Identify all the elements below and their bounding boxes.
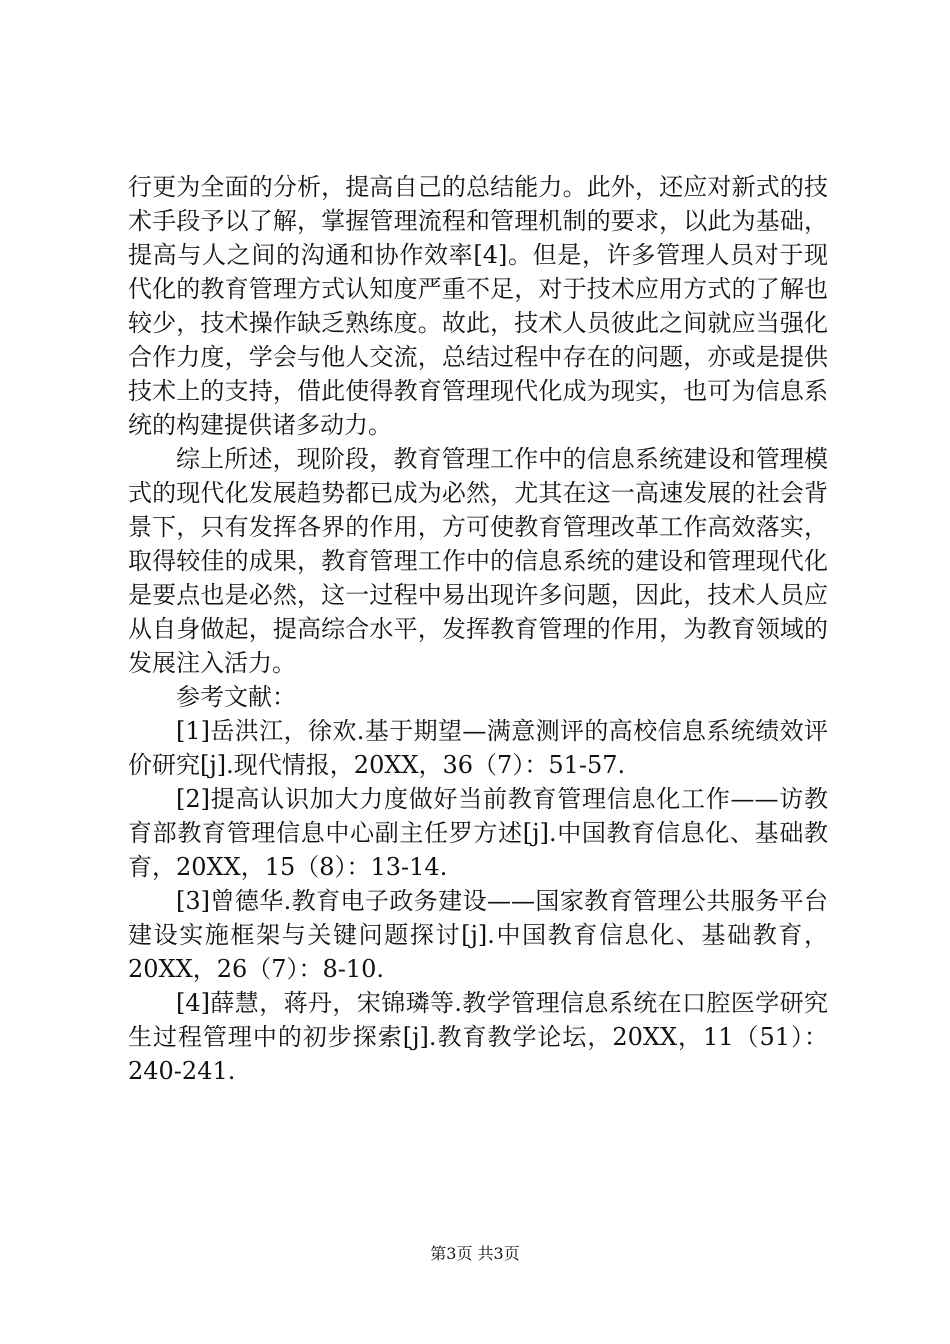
document-body	[128, 170, 828, 1088]
page-footer	[0, 1244, 950, 1264]
reference-item: [1]岳洪江，徐欢.基于期望—满意测评的高校信息系统绩效评价研究[j].现代情报，20XX，36（7）：51-57.	[128, 717, 828, 779]
body-paragraph: 行更为全面的分析，提高自己的总结能力。此外，还应对新式的技术手段予以了解，掌握管理流程和管理机制的要求，以此为基础，提高与人之间的沟通和协作效率[4]。但是，许多管理人员对于现代化的教育管理方式认知度严重不足，对于技术应用方式的了解也较少，技术操作缺乏熟练度。故此，技术人员彼此之间就应当强化合作力度，学会与他人交流，总结过程中存在的问题，亦或是提供技术上的支持，借此使得教育管理现代化成为现实，也可为信息系统的构建提供诸多动力。	[128, 173, 828, 439]
page-number: 第3页 共3页	[430, 1244, 520, 1263]
reference-item: [2]提高认识加大力度做好当前教育管理信息化工作——访教育部教育管理信息中心副主任罗方述[j].中国教育信息化、基础教育，20XX，15（8）：13-14.	[128, 785, 828, 881]
body-paragraph: 综上所述，现阶段，教育管理工作中的信息系统建设和管理模式的现代化发展趋势都已成为必然，尤其在这一高速发展的社会背景下，只有发挥各界的作用，方可使教育管理改革工作高效落实，取得较佳的成果，教育管理工作中的信息系统的建设和管理现代化是要点也是必然，这一过程中易出现许多问题，因此，技术人员应从自身做起，提高综合水平，发挥教育管理的作用，为教育领域的发展注入活力。	[128, 445, 828, 677]
references-heading: 参考文献：	[176, 683, 296, 711]
reference-item: [3]曾德华.教育电子政务建设——国家教育管理公共服务平台建设实施框架与关键问题探讨[j].中国教育信息化、基础教育，20XX，26（7）：8-10.	[128, 887, 828, 983]
reference-item: [4]薛慧，蒋丹，宋锦璘等.教学管理信息系统在口腔医学研究生过程管理中的初步探索[j].教育教学论坛，20XX，11（51）：240-241.	[128, 989, 828, 1085]
